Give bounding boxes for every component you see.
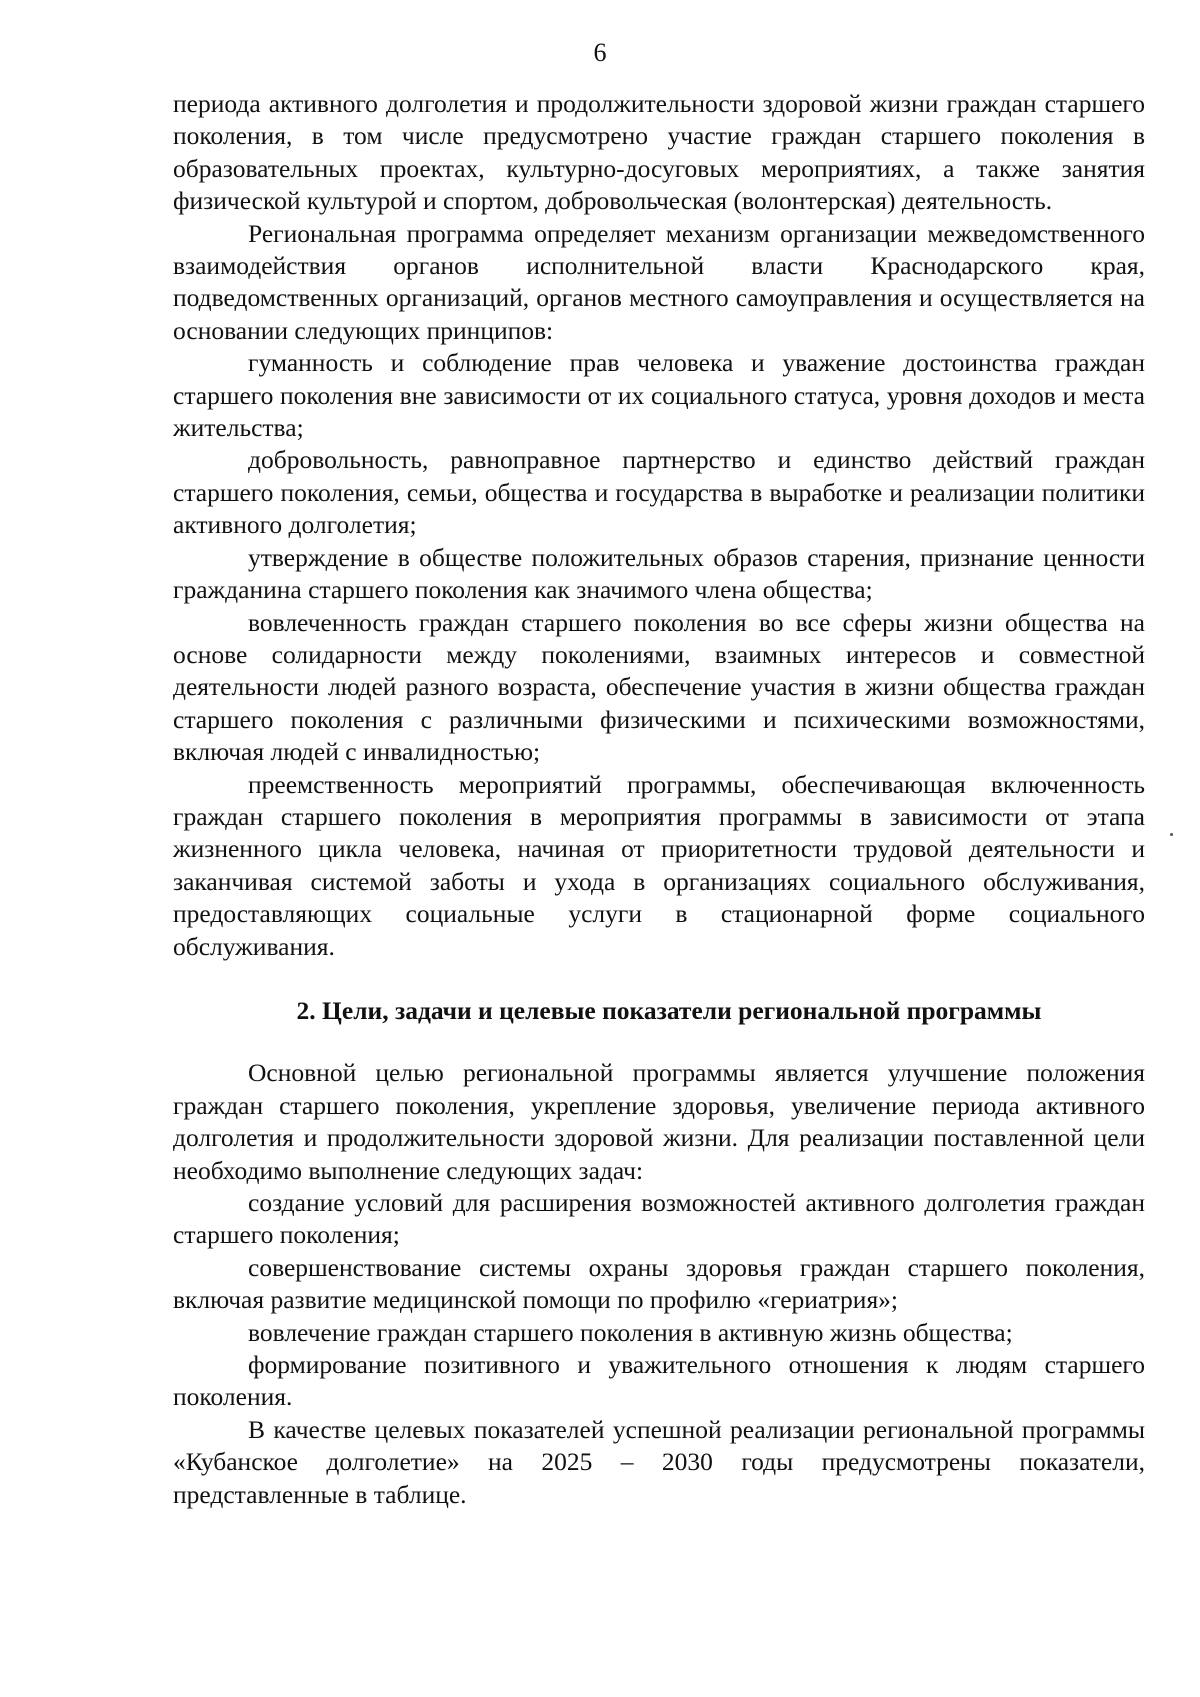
paragraph-target-indicators: В качестве целевых показателей успешной реализации региональной программы «Кубанское долголетие» на 2025 – 2030 годы предусмотрены показатели, представленные в таблице. xyxy=(173,1414,1145,1509)
task-conditions: создание условий для расширения возможностей активного долголетия граждан старшего поколения; xyxy=(173,1188,1145,1250)
principle-positive-images: утверждение в обществе положительных образов старения, признание ценности гражданина старшего поколения как значимого члена общества; xyxy=(173,542,1145,605)
section-heading: 2. Цели, задачи и целевые показатели региональной программы xyxy=(296,995,1042,1025)
scan-mark xyxy=(1170,833,1173,836)
task-attitude: формирование позитивного и уважительного отношения к людям старшего поколения. xyxy=(173,1350,1145,1412)
principle-involvement: вовлеченность граждан старшего поколения во все сферы жизни общества на основе солидарности между поколениями, взаимных интересов и совместной деятельности людей разного возраста, обеспечение участия в жизни общества граждан старшего поколения с различными физическими и психическими возможностями, включая людей с инвалидностью; xyxy=(173,607,1145,767)
document-body xyxy=(173,88,1145,1511)
paragraph-program-mechanism: Региональная программа определяет механизм организации межведомственного взаимодействия органов исполнительной власти Краснодарского края, подведомственных организаций, органов местного самоуправления и осуществляется на основании следующих принципов: xyxy=(173,218,1145,345)
paragraph-continuation: периода активного долголетия и продолжительности здоровой жизни граждан старшего поколения, в том числе предусмотрено участие граждан старшего поколения в образовательных проектах, культурно-досуговых мероприятиях, а также занятия физической культурой и спортом, добровольческая (волонтерская) деятельность. xyxy=(173,89,1145,216)
task-health-system: совершенствование системы охраны здоровья граждан старшего поколения, включая развитие медицинской помощи по профилю «гериатрия»; xyxy=(173,1252,1145,1315)
principle-humanity: гуманность и соблюдение прав человека и уважение достоинства граждан старшего поколения вне зависимости от их социального статуса, уровня доходов и места жительства; xyxy=(173,348,1145,443)
principle-voluntariness: добровольность, равноправное партнерство и единство действий граждан старшего поколения, семьи, общества и государства в выработке и реализации политики активного долголетия; xyxy=(173,445,1145,540)
task-involvement: вовлечение граждан старшего поколения в активную жизнь общества; xyxy=(248,1317,1013,1347)
page-number: 6 xyxy=(593,38,607,67)
principle-continuity: преемственность мероприятий программы, обеспечивающая включенность граждан старшего поколения в мероприятия программы в зависимости от этапа жизненного цикла человека, начиная от приоритетности трудовой деятельности и заканчивая системой заботы и ухода в организациях социального обслуживания, предоставляющих социальные услуги в стационарной форме социального обслуживания. xyxy=(173,769,1145,961)
paragraph-main-goal: Основной целью региональной программы является улучшение положения граждан старшего поколения, укрепление здоровья, увеличение периода активного долголетия и продолжительности здоровой жизни. Для реализации поставленной цели необходимо выполнение следующих задач: xyxy=(173,1058,1145,1185)
